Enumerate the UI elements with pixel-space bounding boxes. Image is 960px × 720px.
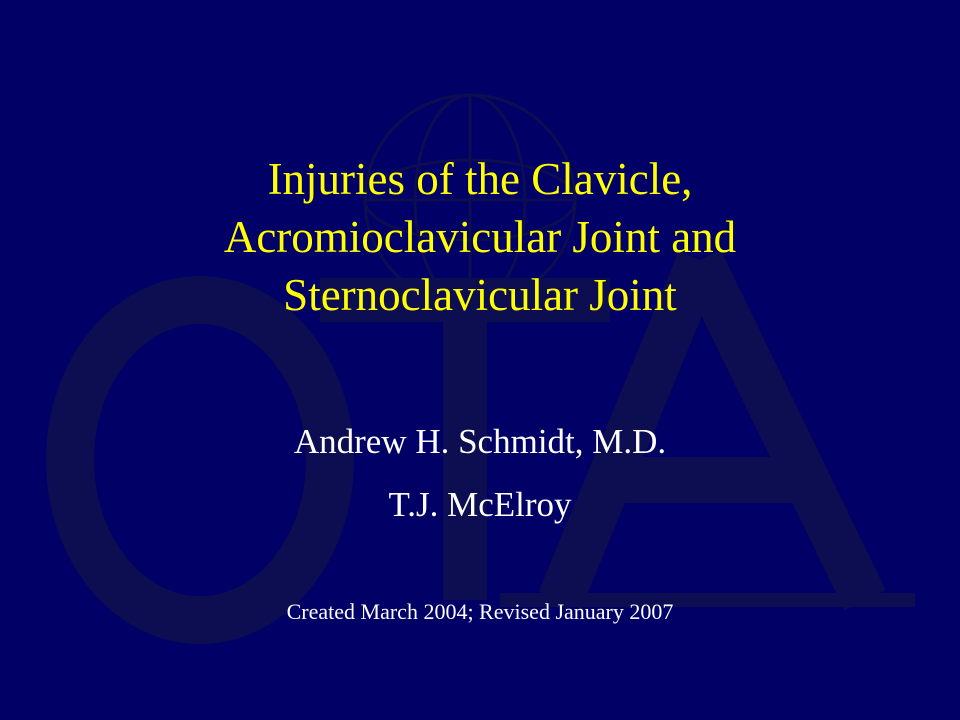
slide-title	[40, 150, 920, 324]
author-name: T.J. McElroy	[388, 485, 572, 524]
title-line: Injuries of the Clavicle,	[267, 154, 693, 204]
author-name: Andrew H. Schmidt, M.D.	[293, 422, 667, 461]
title-line: Acromioclavicular Joint and	[223, 212, 737, 262]
revision-note: Created March 2004; Revised January 2007	[286, 599, 674, 624]
title-line: Sternoclavicular Joint	[283, 270, 677, 320]
